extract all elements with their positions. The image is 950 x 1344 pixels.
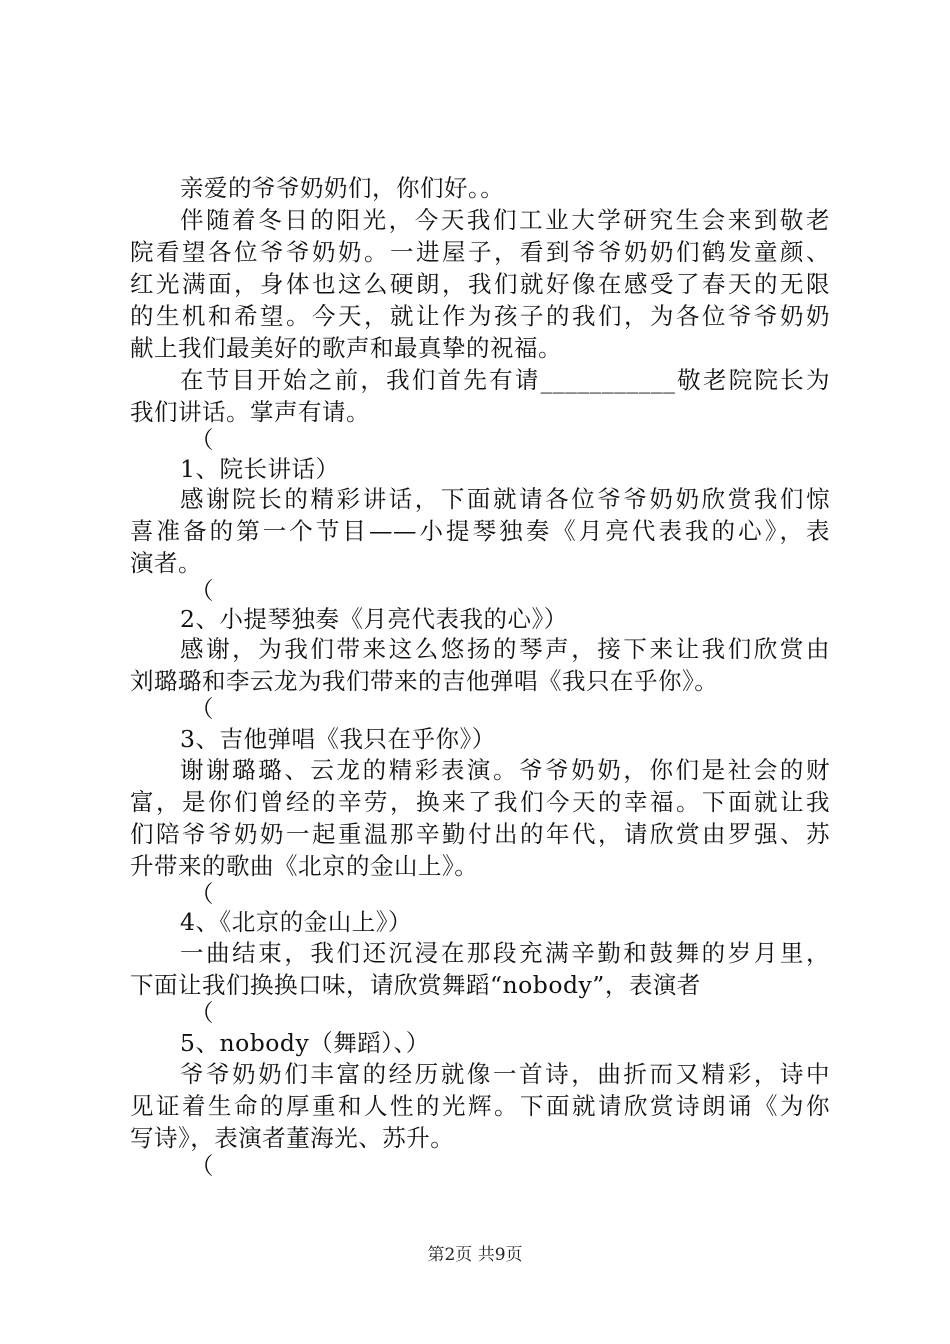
text-line: 献上我们最美好的歌声和最真挚的祝福。: [130, 334, 562, 362]
text-line: 感谢，为我们带来这么悠扬的琴声，接下来让我们欣赏由: [180, 635, 830, 663]
text-line: 在节目开始之前，我们首先有请___________敬老院院长为: [180, 366, 830, 394]
text-line: 下面让我们换换口味，请欣赏舞蹈“nobody”，表演者: [130, 971, 701, 999]
text-line: 演者。: [130, 549, 202, 577]
text-line: 刘璐璐和李云龙为我们带来的吉他弹唱《我只在乎你》。: [130, 667, 719, 695]
text-line: 一曲结束，我们还沉浸在那段充满辛勤和鼓舞的岁月里，: [180, 939, 830, 967]
text-line: （: [190, 577, 214, 605]
text-line: 写诗》，表演者董海光、苏升。: [130, 1124, 455, 1152]
text-line: （: [190, 880, 214, 908]
text-line: 5、nobody（舞蹈）、）: [180, 1029, 430, 1057]
text-line: （: [190, 1152, 214, 1180]
text-line: 4、《北京的金山上》）: [180, 908, 412, 936]
text-line: 2、小提琴独奏《月亮代表我的心》）: [180, 605, 568, 633]
text-line: 们陪爷爷奶奶一起重温那辛勤付出的年代，请欣赏由罗强、苏: [130, 820, 830, 848]
page-number: 第2页 共9页: [427, 1245, 523, 1265]
text-line: （: [190, 426, 214, 454]
text-line: 红光满面，身体也这么硬朗，我们就好像在感受了春天的无限: [130, 270, 830, 298]
text-line: 亲爱的爷爷奶奶们，你们好。。: [180, 174, 505, 202]
text-line: 伴随着冬日的阳光，今天我们工业大学研究生会来到敬老: [180, 206, 830, 234]
text-line: 1、院长讲话）: [180, 455, 340, 483]
text-line: （: [190, 999, 214, 1027]
text-line: 富，是你们曾经的辛劳，换来了我们今天的幸福。下面就让我: [130, 788, 830, 816]
text-line: 院看望各位爷爷奶奶。一进屋子，看到爷爷奶奶们鹤发童颜、: [130, 238, 830, 266]
text-line: 见证着生命的厚重和人性的光辉。下面就请欣赏诗朗诵《为你: [130, 1092, 830, 1120]
text-line: 的生机和希望。今天，就让作为孩子的我们，为各位爷爷奶奶: [130, 302, 830, 330]
text-line: 喜准备的第一个节目——小提琴独奏《月亮代表我的心》，表: [130, 517, 830, 545]
text-line: 谢谢璐璐、云龙的精彩表演。爷爷奶奶，你们是社会的财: [180, 756, 830, 784]
text-line: （: [190, 695, 214, 723]
text-line: 升带来的歌曲《北京的金山上》。: [130, 852, 479, 880]
text-line: 爷爷奶奶们丰富的经历就像一首诗，曲折而又精彩，诗中: [180, 1060, 830, 1088]
text-line: 3、吉他弹唱《我只在乎你》）: [180, 725, 496, 753]
text-line: 我们讲话。掌声有请。: [130, 398, 370, 426]
text-line: 感谢院长的精彩讲话，下面就请各位爷爷奶奶欣赏我们惊: [180, 485, 830, 513]
